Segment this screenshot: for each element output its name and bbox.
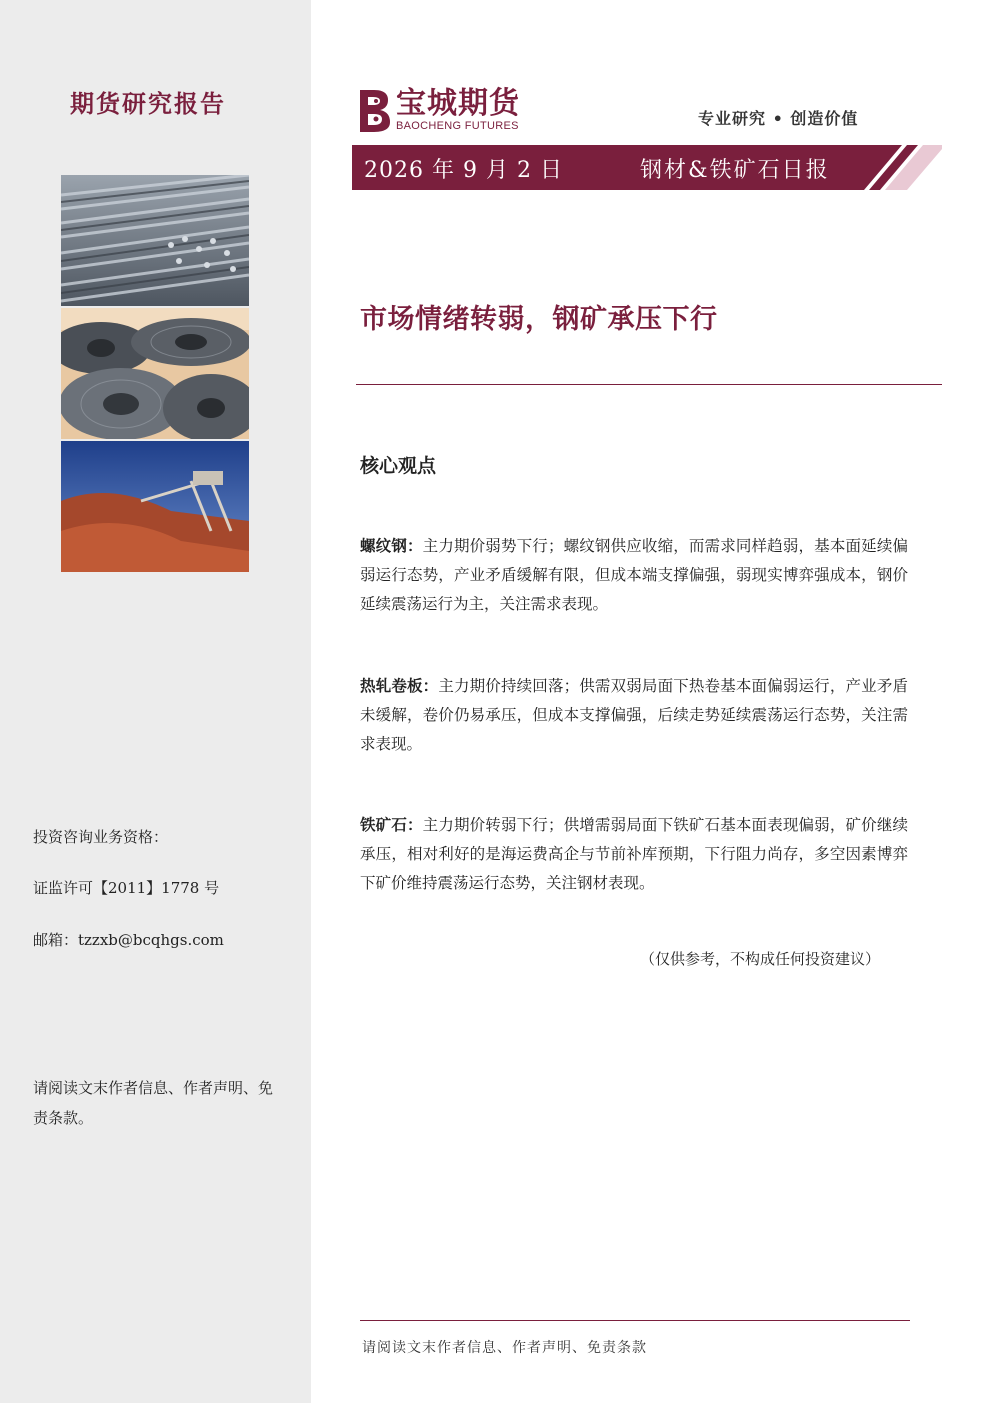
- divider: [356, 384, 942, 385]
- report-type-title: 期货研究报告: [70, 89, 226, 118]
- rebar-paragraph: [360, 531, 908, 619]
- paragraph-text: 主力期价转弱下行；供增需弱局面下铁矿石基本面表现偏弱，矿价继续承压，相对利好的是海运费高企与节前补库预期，下行阻力尚存，多空因素博弈下矿价维持震荡运行态势，关注钢材表现。: [360, 816, 908, 892]
- report-date: 2026 年 9 月 2 日: [364, 158, 563, 183]
- report-name: 钢材&铁矿石日报: [640, 158, 830, 183]
- paragraph-lead: 热轧卷板：: [360, 676, 439, 695]
- qualification-label: 投资咨询业务资格：: [33, 828, 169, 846]
- iron-ore-paragraph: [360, 810, 908, 898]
- sidebar: [0, 0, 311, 1403]
- footer-divider: [360, 1320, 910, 1321]
- investment-disclaimer: （仅供参考，不构成任何投资建议）: [640, 950, 881, 968]
- logo-b-icon: [356, 88, 392, 134]
- contact-email: 邮箱：tzzxb@bcqhgs.com: [33, 931, 224, 949]
- paragraph-lead: 铁矿石：: [360, 815, 423, 834]
- company-slogan: 专业研究 • 创造价值: [698, 109, 859, 128]
- license-number: 证监许可【2011】1778 号: [33, 879, 220, 897]
- paragraph-text: 主力期价持续回落；供需双弱局面下热卷基本面偏弱运行，产业矛盾未缓解，卷价仍易承压，但成本支撑偏强，后续走势延续震荡运行态势，关注需求表现。: [360, 677, 908, 753]
- report-banner: [352, 145, 942, 190]
- headline: 市场情绪转弱，钢矿承压下行: [360, 304, 718, 335]
- footer-note: 请阅读文末作者信息、作者声明、免责条款: [362, 1340, 647, 1356]
- paragraph-text: 主力期价弱势下行；螺纹钢供应收缩，而需求同样趋弱，基本面延续偏弱运行态势，产业矛盾缓解有限，但成本端支撑偏强，弱现实博弈强成本，钢价延续震荡运行为主，关注需求表现。: [360, 537, 908, 613]
- iron-ore-photo: [61, 441, 249, 572]
- hot-rolled-coil-paragraph: [360, 671, 908, 759]
- rebar-photo: [61, 175, 249, 306]
- paragraph-lead: 螺纹钢：: [360, 536, 423, 555]
- company-logo: [356, 88, 520, 134]
- logo-english-name: BAOCHENG FUTURES: [396, 120, 519, 132]
- section-title: 核心观点: [360, 455, 437, 477]
- sidebar-disclaimer-note: 请阅读文末作者信息、作者声明、免责条款。: [33, 1079, 274, 1127]
- steel-coil-photo: [61, 308, 249, 439]
- logo-chinese-name: 宝城期货: [396, 86, 520, 121]
